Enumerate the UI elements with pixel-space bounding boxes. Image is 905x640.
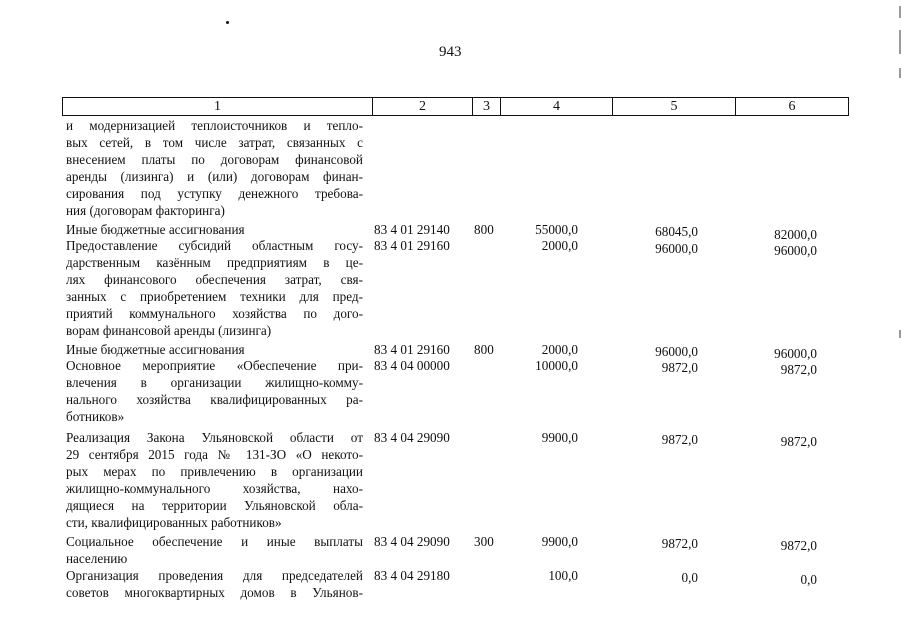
row-name-line: приятий коммунального хозяйства по дого- bbox=[66, 306, 363, 321]
row-name-line: лях финансового обеспечения затрат, свя- bbox=[66, 272, 363, 287]
row-expense-type: 800 bbox=[474, 222, 494, 237]
row-value-col4: 100,0 bbox=[548, 568, 578, 583]
row-code: 83 4 01 29160 bbox=[374, 238, 450, 253]
row-value-col5: 96000,0 bbox=[655, 241, 698, 256]
row-name-line: жилищно-коммунального хозяйства, нахо- bbox=[66, 481, 363, 496]
row-value-col4: 2000,0 bbox=[541, 342, 578, 357]
row-name-line: 29 сентября 2015 года № 131-ЗО «О некото- bbox=[66, 447, 363, 462]
scan-speck bbox=[226, 21, 229, 24]
row-expense-type: 800 bbox=[474, 342, 494, 357]
scan-edge-mark bbox=[899, 30, 901, 54]
row-name-line: ния (договорам факторинга) bbox=[66, 203, 225, 218]
row-value-col5: 9872,0 bbox=[661, 536, 698, 551]
row-name-line: аренды (лизинга) и (или) договорам финан- bbox=[66, 169, 363, 184]
row-value-col4: 9900,0 bbox=[541, 534, 578, 549]
row-name-line: нального хозяйства квалифицированных ра- bbox=[66, 392, 363, 407]
row-name-line: рых мерах по привлечению в организации bbox=[66, 464, 363, 479]
row-name-line: внесением платы по договорам финансовой bbox=[66, 152, 363, 167]
row-code: 83 4 01 29160 bbox=[374, 342, 450, 357]
header-col-1: 1 bbox=[63, 98, 373, 115]
row-name-line: советов многоквартирных домов в Ульянов- bbox=[66, 585, 363, 600]
row-name-line: сти, квалифицированных работников» bbox=[66, 515, 282, 530]
row-name-line: вых сетей, в том числе затрат, связанных с bbox=[66, 135, 363, 150]
row-name-line: населению bbox=[66, 551, 128, 566]
header-col-2: 2 bbox=[373, 98, 473, 115]
scan-edge-mark bbox=[899, 330, 901, 338]
row-name-line: Реализация Закона Ульяновской области от bbox=[66, 430, 363, 445]
row-name-line: Организация проведения для председателей bbox=[66, 568, 363, 583]
row-code: 83 4 01 29140 bbox=[374, 222, 450, 237]
row-value-col6: 9872,0 bbox=[780, 434, 817, 449]
row-name-line: и модернизацией теплоисточников и тепло- bbox=[66, 118, 363, 133]
row-value-col5: 68045,0 bbox=[655, 224, 698, 239]
scan-edge-mark bbox=[899, 6, 901, 18]
row-code: 83 4 04 29180 bbox=[374, 568, 450, 583]
row-value-col6: 96000,0 bbox=[774, 346, 817, 361]
row-value-col6: 96000,0 bbox=[774, 243, 817, 258]
row-value-col6: 9872,0 bbox=[780, 362, 817, 377]
row-name-line: Иные бюджетные ассигнования bbox=[66, 222, 245, 237]
row-name-line: занных с приобретением техники для пред- bbox=[66, 289, 363, 304]
row-name-line: дящиеся на территории Ульяновской обла- bbox=[66, 498, 363, 513]
row-code: 83 4 04 00000 bbox=[374, 358, 450, 373]
row-value-col5: 9872,0 bbox=[661, 432, 698, 447]
row-value-col6: 82000,0 bbox=[774, 227, 817, 242]
row-value-col4: 10000,0 bbox=[535, 358, 578, 373]
header-col-6: 6 bbox=[788, 99, 796, 114]
row-name-line: Предоставление субсидий областным госу- bbox=[66, 238, 363, 253]
row-expense-type: 300 bbox=[474, 534, 494, 549]
scan-edge-mark bbox=[899, 68, 901, 78]
row-value-col6: 0,0 bbox=[800, 572, 817, 587]
row-name-line: влечения в организации жилищно-комму- bbox=[66, 375, 363, 390]
row-name-line: Социальное обеспечение и иные выплаты bbox=[66, 534, 363, 549]
row-name-line: Иные бюджетные ассигнования bbox=[66, 342, 245, 357]
header-col-5: 5 bbox=[613, 98, 736, 115]
row-code: 83 4 04 29090 bbox=[374, 534, 450, 549]
row-name-line: ботников» bbox=[66, 409, 125, 424]
row-name-line: Основное мероприятие «Обеспечение при- bbox=[66, 358, 363, 373]
row-value-col5: 9872,0 bbox=[661, 360, 698, 375]
header-col-3: 3 bbox=[473, 98, 501, 115]
row-value-col5: 96000,0 bbox=[655, 344, 698, 359]
row-name-line: ворам финансовой аренды (лизинга) bbox=[66, 323, 272, 338]
row-value-col4: 2000,0 bbox=[541, 238, 578, 253]
header-col-4: 4 bbox=[501, 98, 613, 115]
row-value-col5: 0,0 bbox=[681, 570, 698, 585]
row-value-col6: 9872,0 bbox=[780, 538, 817, 553]
table-header-row bbox=[62, 97, 849, 116]
row-value-col4: 9900,0 bbox=[541, 430, 578, 445]
page-number: 943 bbox=[439, 44, 462, 60]
row-name-line: дарственным казённым предприятиям в це- bbox=[66, 255, 363, 270]
row-name-line: сирования под уступку денежного требова- bbox=[66, 186, 363, 201]
row-code: 83 4 04 29090 bbox=[374, 430, 450, 445]
row-value-col4: 55000,0 bbox=[535, 222, 578, 237]
